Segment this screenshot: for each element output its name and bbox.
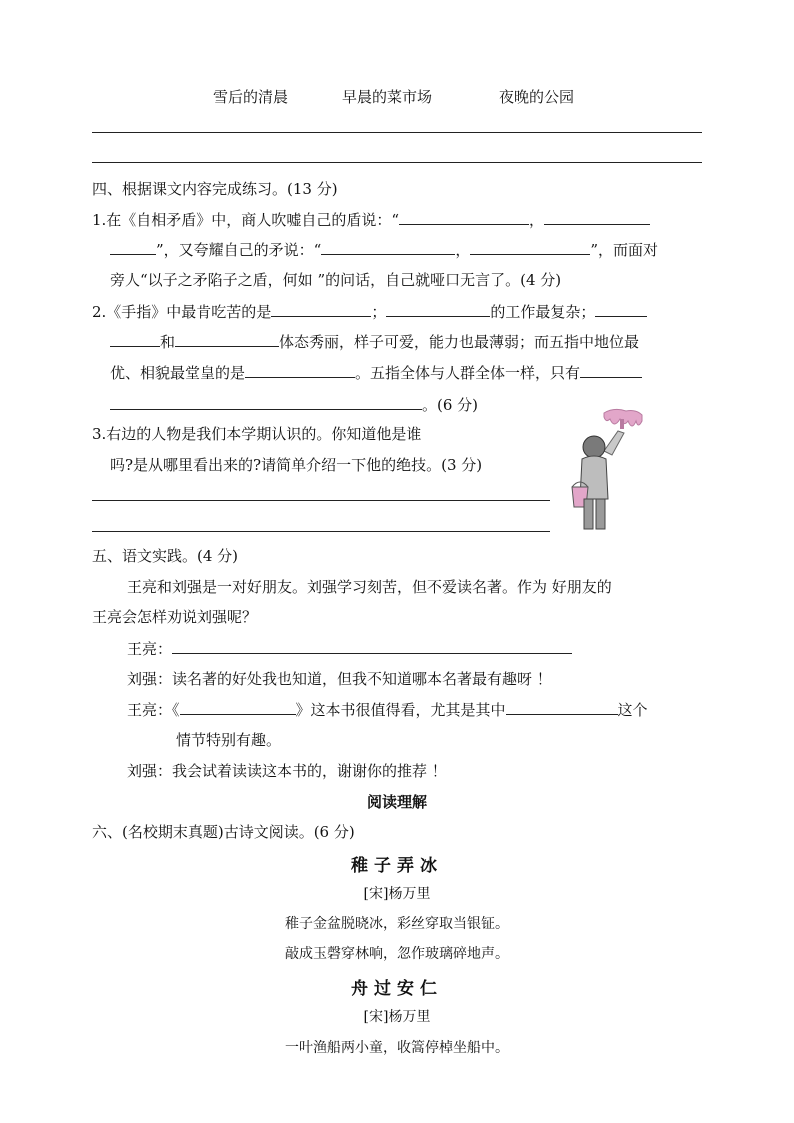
q2-line3 <box>110 361 642 383</box>
q1-text: ”，而面对 <box>590 241 659 259</box>
q1-line3: 旁人“以子之矛陷子之盾，何如 ”的问话，自己就哑口无言了。(4 分) <box>110 271 562 289</box>
poem2-title: 舟过安仁 <box>351 979 443 999</box>
answer-line <box>92 162 702 163</box>
reading-title: 阅读理解 <box>366 793 427 811</box>
dialogue-text: 王亮：《 <box>127 701 180 719</box>
answer-line <box>92 531 550 532</box>
fill-blank[interactable] <box>506 698 618 715</box>
dialogue-text: 这个 <box>617 701 648 719</box>
section6-heading: 六、(名校期末真题)古诗文阅读。(6 分) <box>92 823 355 841</box>
dialogue-wangliang-2 <box>127 698 648 720</box>
topic-option-1: 雪后的清晨 <box>213 88 289 106</box>
section4-heading: 四、根据课文内容完成练习。(13 分) <box>92 180 338 198</box>
fill-blank[interactable] <box>110 393 422 410</box>
q2-line1 <box>92 300 647 322</box>
q1-comma: ， <box>455 241 471 259</box>
q2-line4 <box>110 393 478 415</box>
q2-text: 和 <box>160 333 176 351</box>
fill-blank[interactable] <box>172 637 572 654</box>
q3-line1: 3.右边的人物是我们本学期认识的。你知道他是谁 <box>92 425 422 443</box>
poem1-title: 稚子弄冰 <box>351 856 443 876</box>
painter-illustration <box>570 403 650 535</box>
dialogue-continuation: 情节特别有趣。 <box>176 731 282 749</box>
fill-blank[interactable] <box>470 238 590 255</box>
poem2-author: [宋]杨万里 <box>363 1009 431 1025</box>
dialogue-liuqiang-2: 刘强：我会试着读读这本书的，谢谢你的推荐 ！ <box>127 762 447 780</box>
poem1-author: [宋]杨万里 <box>363 886 431 902</box>
dialogue-text: 》这本书很值得看，尤其是其中 <box>295 701 506 719</box>
topic-option-2: 早晨的菜市场 <box>342 88 433 106</box>
fill-blank[interactable] <box>386 300 490 317</box>
dialogue-wangliang-1 <box>127 637 572 659</box>
q2-text: 体态秀丽，样子可爱，能力也最薄弱；而五指中地位最 <box>279 333 640 351</box>
answer-line <box>92 500 550 501</box>
answer-line <box>92 132 702 133</box>
topic-option-3: 夜晚的公园 <box>499 88 575 106</box>
fill-blank[interactable] <box>110 330 160 347</box>
dialogue-text: 王亮： <box>127 640 173 658</box>
fill-blank[interactable] <box>399 208 529 225</box>
q2-text: ； <box>371 303 387 321</box>
q1-comma: ， <box>528 211 544 229</box>
poem1-line1: 稚子金盆脱晓冰，彩丝穿取当银钲。 <box>285 916 509 932</box>
q2-text: 的工作最复杂； <box>490 303 596 321</box>
dialogue-liuqiang-1: 刘强：读名著的好处我也知道，但我不知道哪本名著最有趣呀 ！ <box>127 670 552 688</box>
q2-text: 2.《手指》中最肯吃苦的是 <box>92 303 272 321</box>
q1-text: 1.在《自相矛盾》中，商人吹嘘自己的盾说：“ <box>92 211 399 229</box>
section5-paragraph: 王亮和刘强是一对好朋友。刘强学习刻苦，但不爱读名著。作为 好朋友的 <box>127 578 612 596</box>
fill-blank[interactable] <box>180 698 296 715</box>
poem1-line2: 敲成玉磬穿林响，忽作玻璃碎地声。 <box>285 946 509 962</box>
fill-blank[interactable] <box>544 208 650 225</box>
q3-line2: 吗?是从哪里看出来的?请简单介绍一下他的绝技。(3 分) <box>110 456 483 474</box>
q1-text: ”，又夸耀自己的矛说：“ <box>156 241 322 259</box>
section5-heading: 五、语文实践。(4 分) <box>92 547 239 565</box>
q1-line1 <box>92 208 650 230</box>
fill-blank[interactable] <box>580 361 642 378</box>
q2-text: 。五指全体与人群全体一样，只有 <box>355 364 581 382</box>
q2-text: 。(6 分) <box>422 396 479 414</box>
q1-line2 <box>110 238 658 260</box>
fill-blank[interactable] <box>245 361 355 378</box>
fill-blank[interactable] <box>595 300 647 317</box>
q2-text: 优、相貌最堂皇的是 <box>110 364 246 382</box>
fill-blank[interactable] <box>271 300 371 317</box>
section5-paragraph: 王亮会怎样劝说刘强呢？ <box>92 608 258 626</box>
poem2-line1: 一叶渔船两小童，收篙停棹坐船中。 <box>285 1040 509 1056</box>
fill-blank[interactable] <box>321 238 455 255</box>
fill-blank[interactable] <box>110 238 156 255</box>
q2-line2 <box>110 330 639 352</box>
fill-blank[interactable] <box>175 330 279 347</box>
